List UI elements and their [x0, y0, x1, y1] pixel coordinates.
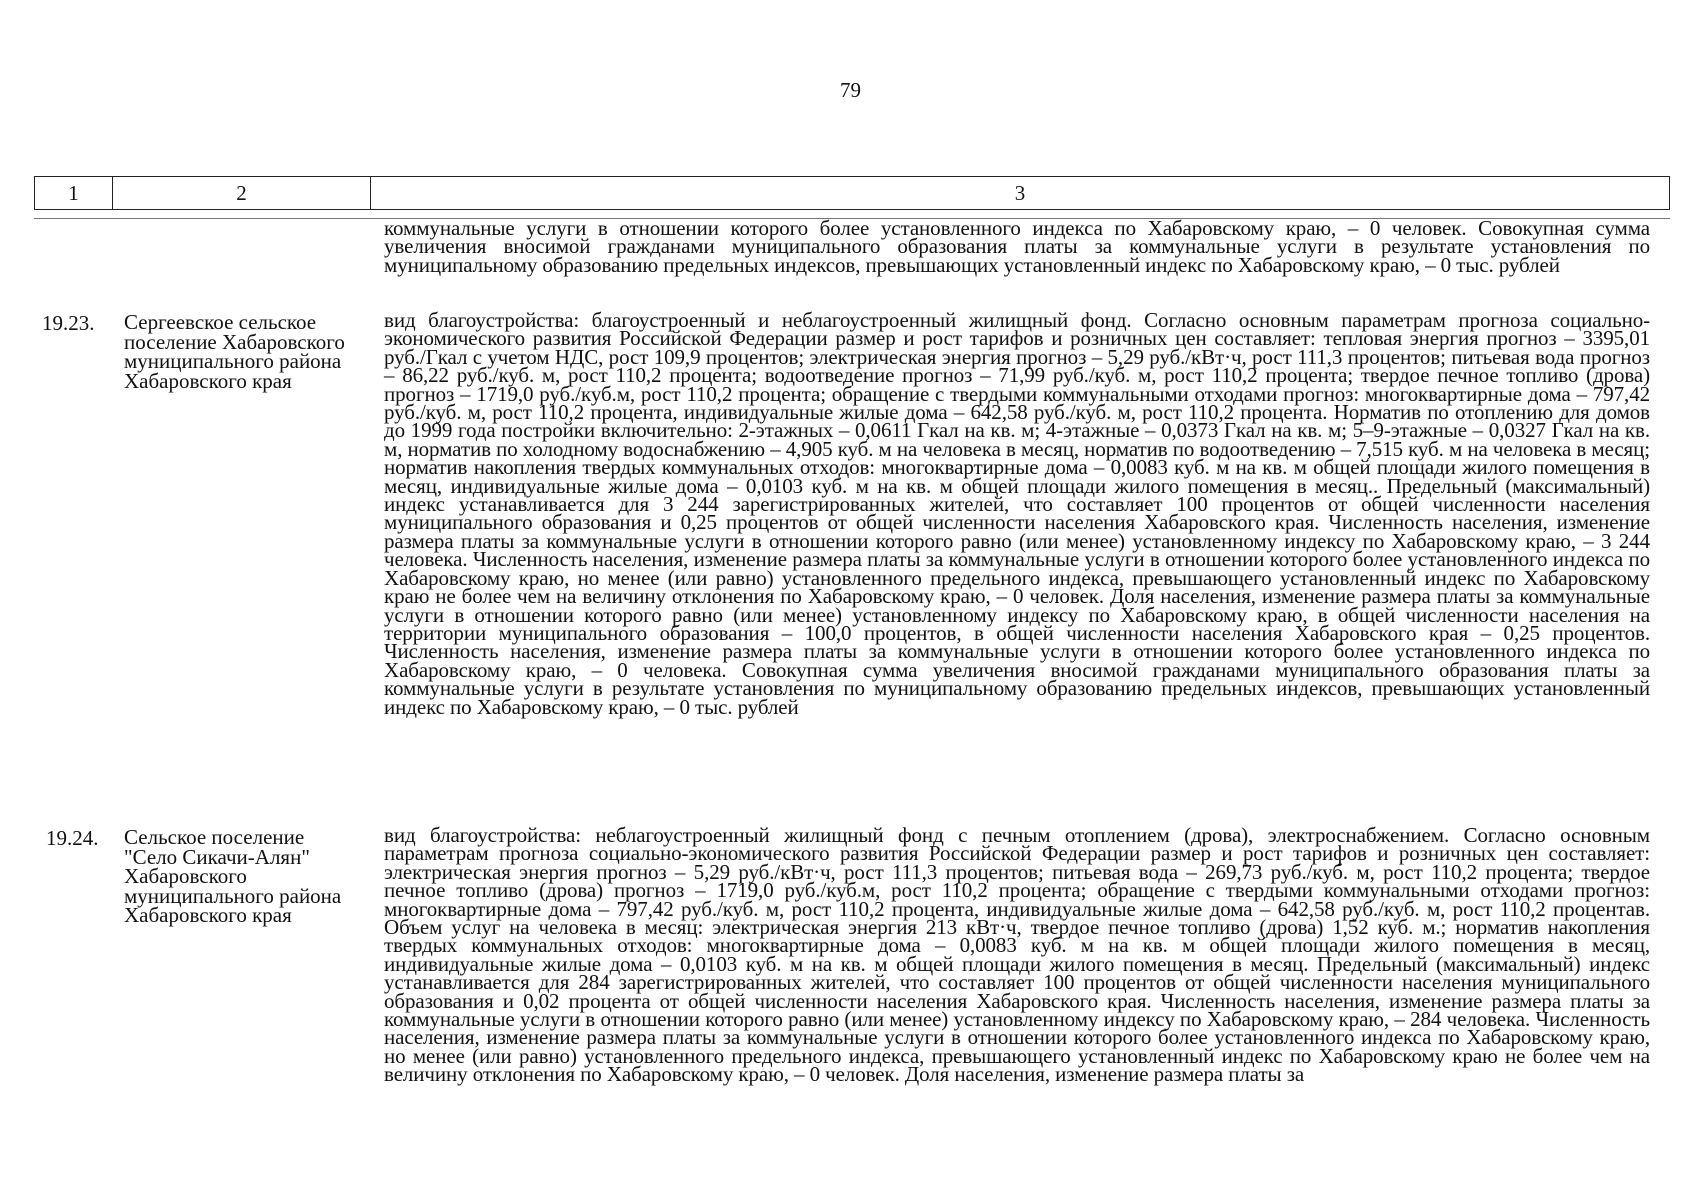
column-header-3: 3 [1014, 180, 1026, 205]
table-header-row [34, 176, 1670, 210]
row-text-19-24: вид благоустройства: неблагоустроенный жилищный фонд с печным отоплением (дрова), электроснабжением. Согласно основным параметрам прогноза социально-экономического развития Российской Федерации размер и рост тарифов и розничных цен составляет: электрическая энергия прогноз – 5,29 руб./кВт·ч, рост 111,3 процентов; питьевая вода – 269,73 руб./куб. м, рост 110,2 процента; твердое печное топливо (дрова) прогноз – 1719,0 руб./куб.м, рост 110,2 процента; обращение с твердыми коммунальными отходами прогноз: многоквартирные дома – 797,42 руб./куб. м, рост 110,2 процента, индивидуальные жилые дома – 642,58 руб./куб. м, рост 110,2 процентав. Объем услуг на человека в месяц: электрическая энергия 213 кВт·ч, твердое печное топливо (дрова) 1,52 куб. м.; норматив накопления твердых коммунальных отходов: многоквартирные дома – 0,0083 куб. м на кв. м общей площади жилого помещения в месяц, индивидуальные жилые дома – 0,0103 куб. м на кв. м общей площади жилого помещения в месяц. Предельный (максимальный) индекс устанавливается для 284 зарегистрированных жителей, что составляет 100 процентов от общей численности населения муниципального образования и 0,02 процента от общей численности населения Хабаровского края. Численность населения, изменение размера платы за коммунальные услуги в отношении которого равно (или менее) установленному индексу по Хабаровскому краю, – 284 человека. Численность населения, изменение размера платы за коммунальные услуги в отношении которого более установленного индекса по Хабаровскому краю, но менее (или равно) установленного предельного индекса, превышающего установленный индекс по Хабаровскому краю не более чем на величину отклонения по Хабаровскому краю, – 0 человек. Доля населения, изменение размера платы за [384, 823, 1650, 1087]
row-number-19-24: 19.24. [46, 826, 99, 850]
municipality-name-19-23: Сергеевское сельское поселение Хабаровского муниципального района Хабаровского края [124, 310, 345, 393]
row-text-19-23: вид благоустройства: благоустроенный и неблагоустроенный жилищный фонд. Согласно основным параметрам прогноза социально-экономического развития Российской Федерации размер и рост тарифов и розничных цен составляет: тепловая энергия прогноз – 3395,01 руб./Гкал с учетом НДС, рост 109,9 процентов; электрическая энергия прогноз – 5,29 руб./кВт·ч, рост 111,3 процентов; питьевая вода прогноз – 86,22 руб./куб. м, рост 110,2 процента; водоотведение прогноз – 71,99 руб./куб. м, рост 110,2 процента; твердое печное топливо (дрова) прогноз – 1719,0 руб./куб.м, рост 110,2 процента; обращение с твердыми коммунальными отходами прогноз: многоквартирные дома – 797,42 руб./куб. м, рост 110,2 процента, индивидуальные жилые дома – 642,58 руб./куб. м, рост 110,2 процента. Норматив по отоплению для домов до 1999 года постройки включительно: 2-этажных – 0,0611 Гкал на кв. м; 4-этажные – 0,0373 Гкал на кв. м; 5–9-этажные – 0,0327 Гкал на кв. м, норматив по холодному водоснабжению – 4,905 куб. м на человека в месяц, норматив по водоотведению – 7,515 куб. м на человека в месяц; норматив накопления твердых коммунальных отходов: многоквартирные дома – 0,0083 куб. м на кв. м общей площади жилого помещения в месяц, индивидуальные жилые дома – 0,0103 куб. м на кв. м общей площади жилого помещения в месяц.. Предельный (максимальный) индекс устанавливается для 3 244 зарегистрированных жителей, что составляет 100 процентов от общей численности населения муниципального образования и 0,25 процентов от общей численности населения Хабаровского края. Численность населения, изменение размера платы за коммунальные услуги в отношении которого равно (или менее) установленному индексу по Хабаровскому краю, – 3 244 человека. Численность населения, изменение размера платы за коммунальные услуги в отношении которого более установленного индекса по Хабаровскому краю, но менее (или равно) установленного предельного индекса, превышающего установленный индекс по Хабаровскому краю не более чем на величину отклонения по Хабаровскому краю, – 0 человек. Доля населения, изменение размера платы за коммунальные услуги в отношении которого равно (или менее) установленному индексу по Хабаровскому краю, в общей численности населения на территории муниципального образования – 100,0 процентов, в общей численности населения Хабаровского края – 0,25 процентов. Численность населения, изменение размера платы за коммунальные услуги в отношении которого более установленного индекса по Хабаровскому краю, – 0 человека. Совокупная сумма увеличения вносимой гражданами муниципального образования платы за коммунальные услуги в результате установления по муниципальному образованию предельных индексов, превышающих установленный индекс по Хабаровскому краю, – 0 тыс. рублей [384, 308, 1650, 719]
continuation-text: коммунальные услуги в отношении которого более установленного индекса по Хабаровскому краю, – 0 человек. Совокупная сумма увеличения вносимой гражданами муниципального образования платы за коммунальные услуги в результате установления по муниципальному образованию предельных индексов, превышающих установленный индекс по Хабаровскому краю, – 0 тыс. рублей [384, 216, 1650, 277]
municipality-name-19-24: Сельское поселение "Село Сикачи-Алян" Хабаровского муниципального района Хабаровского края [124, 825, 342, 927]
page-number: 79 [840, 78, 861, 102]
row-number-19-23: 19.23. [42, 311, 95, 335]
column-header-2: 2 [113, 177, 371, 209]
column-header-1: 1 [35, 177, 113, 209]
